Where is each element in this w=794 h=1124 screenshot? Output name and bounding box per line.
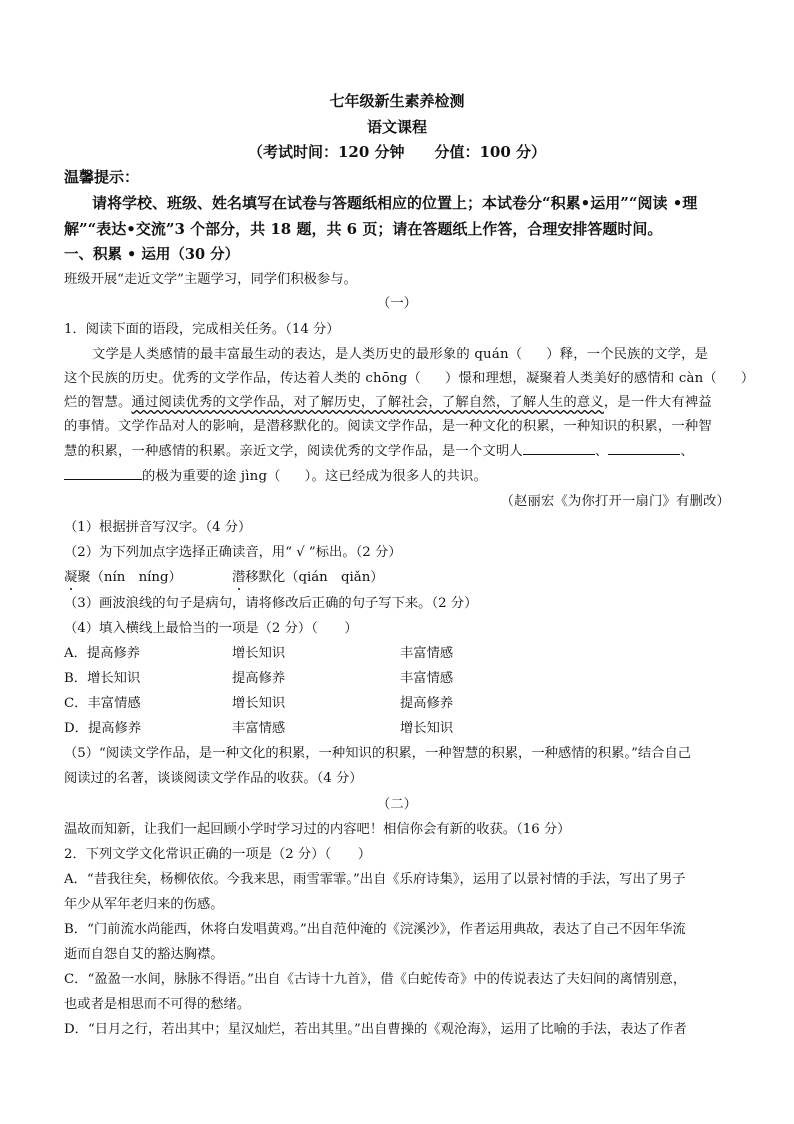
tips-line-1: 请将学校、班级、姓名填写在试卷与答题纸相应的位置上；本试卷分“积累•运用”“阅读 •理 [92,194,698,212]
passage-text: 文学是人类感情的最丰富最生动的表达，是人类历史的最形象的 quán（ [92,347,523,362]
tips-label: 温馨提示： [64,168,140,186]
q2-option-b-line-2: 逝而自怨自艾的豁达胸襟。 [64,947,224,962]
option-col-1: B．增长知识 [64,671,141,686]
wavy-sentence: 通过阅读优秀的文学作品，对了解历史，了解社会，了解自然，了解人生的意义 [131,395,604,410]
passage-line-5 [64,440,730,459]
sub-question-5-line-1: （5）“阅读文学作品，是一种文化的积累，一种知识的积累，一种智慧的积累，一种感情的积累。”结合自己 [64,746,692,761]
section-1-heading: 一、积累 • 运用（30 分） [64,246,240,263]
passage-line-2 [64,367,755,386]
part-2-intro: 温故而知新，让我们一起回顾小学时学习过的内容吧！相信你会有新的收获。（16 分） [64,822,571,837]
q2-option-c-line-2: 也或者是相思而不可得的愁绪。 [64,997,251,1012]
passage-text: ） [740,371,755,386]
passage-line-4: 的事情。文学作品对人的影响，是潜移默化的。阅读文学作品，是一种文化的积累，一种知识的积累，一种智 [64,419,712,434]
word-text: 移默化 [245,570,286,585]
q2-option-a-line-2: 年少从军年老归来的伤感。 [64,897,224,912]
sub-question-1: （1）根据拼音写汉字。（4 分） [64,520,252,535]
q2-option-a-line-1[interactable]: A．“昔我往矣，杨柳依依。今我来思，雨雪霏霏。”出自《乐府诗集》，运用了以景衬情的手法，写出了男子 [64,872,686,887]
sub-question-5-line-2: 阅读过的名著，谈谈阅读文学作品的收获。（4 分） [64,771,363,786]
exam-title: 七年级新生素养检测 [329,92,465,110]
passage-text: 这个民族的历史。优秀的文学作品，传达着人类的 chōng（ [64,371,421,386]
passage-line-6 [64,465,730,484]
passage-line-3 [64,391,730,410]
passage-text: ，是一件大有裨益 [603,395,712,410]
passage-text: 凝聚着人类美好的感情和 càn（ [525,371,717,386]
pronunciation-item-b [232,566,384,585]
section-1-intro: 班级开展“走近文学”主题学习，同学们积极参与。 [64,272,357,287]
option-col-1: A．提高修养 [64,646,141,661]
pinyin-choice[interactable]: （nín níng） [90,570,182,585]
option-col-3: 丰富情感 [400,671,454,686]
question-1-stem: 1．阅读下面的语段，完成相关任务。（14 分） [64,322,340,337]
q2-option-c-line-1[interactable]: C．“盈盈一水间，脉脉不得语。”出自《古诗十九首》，借《白蛇传奇》中的传说表达了夫妇间的离情别意， [64,972,687,987]
option-col-3: 丰富情感 [400,646,454,661]
option-col-3: 增长知识 [400,721,454,736]
option-col-2: 增长知识 [232,646,286,661]
passage-text: 、 [594,444,609,459]
pinyin-choice[interactable]: （qián qiǎn） [285,570,384,585]
sub-question-3: （3）画波浪线的句子是病句，请将修改后正确的句子写下来。（2 分） [64,596,478,611]
pronunciation-row [64,566,730,585]
exam-time-score: （考试时间：120 分钟 分值：100 分） [247,143,547,161]
passage-text: 烂的智慧。 [64,395,132,410]
sub-question-4: （4）填入横线上最恰当的一项是（2 分）（ ） [64,621,358,636]
passage-source: （赵丽宏《为你打开一扇门》有删改） [500,494,730,509]
fill-blank-3[interactable] [64,467,142,480]
option-col-2: 丰富情感 [232,721,286,736]
question-2-stem: 2．下列文学文化常识正确的一项是（2 分）（ ） [64,847,372,862]
passage-text: ）。这已经成为很多人的共识。 [304,469,487,484]
fill-blank-1[interactable] [523,442,595,455]
sub-question-2: （2）为下列加点字选择正确读音，用“ √ ”标出。（2 分） [64,545,402,560]
dotted-char: 凝 [64,570,78,585]
tips-line-2: 解”“表达•交流”3 个部分，共 18 题，共 6 页；请在答题纸上作答，合理安排答题时间。 [64,220,663,238]
passage-text: ）释，一个民族的文学，是 [546,347,709,362]
passage-text: 的极为重要的途 jìng（ [142,469,281,484]
q2-option-d-line-1[interactable]: D．“日月之行，若出其中；星汉灿烂，若出其里。”出自曹操的《观沧海》，运用了比喻的手法，表达了作者 [64,1022,687,1037]
part-2-label: （二） [377,797,417,812]
word-text: 聚 [77,570,91,585]
passage-text: 、 [680,444,694,459]
option-col-1: D．提高修养 [64,721,142,736]
dotted-char: 潜 [232,570,246,585]
passage-text: 慧的积累，一种感情的积累。亲近文学，阅读优秀的文学作品，是一个文明人 [64,444,523,459]
q2-option-b-line-1[interactable]: B．“门前流水尚能西，休将白发唱黄鸡。”出自范仲淹的《浣溪沙》，作者运用典故，表达了自己不因年华流 [64,922,686,937]
passage-line-1 [64,343,758,362]
option-col-2: 提高修养 [232,671,286,686]
part-1-label: （一） [377,296,417,311]
option-col-1: C．丰富情感 [64,696,141,711]
subject-title: 语文课程 [366,118,427,136]
option-col-3: 提高修养 [400,696,454,711]
fill-blank-2[interactable] [608,442,680,455]
passage-text: ）憬和理想， [444,371,526,386]
option-col-2: 增长知识 [232,696,286,711]
